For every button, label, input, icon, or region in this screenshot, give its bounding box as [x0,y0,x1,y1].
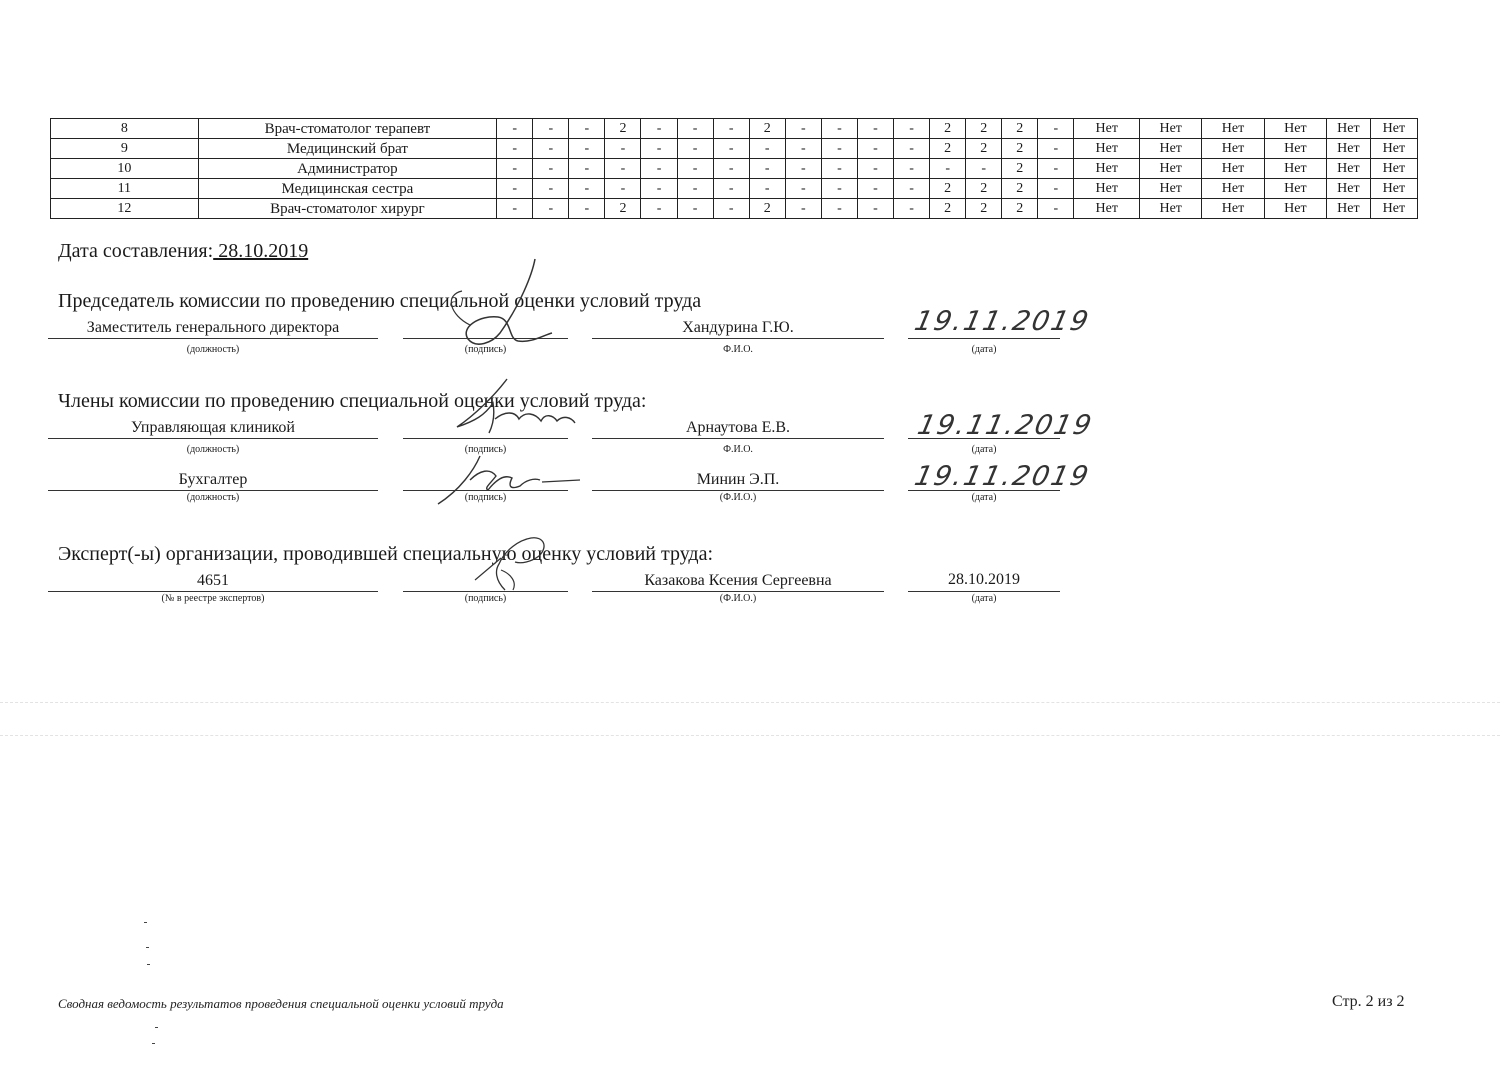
caption-signature: (подпись) [464,344,507,355]
table-cell: Нет [1264,119,1326,139]
chairman-name: Хандурина Г.Ю. [682,319,794,336]
table-cell: 2 [930,179,966,199]
row-number-cell: 10 [51,159,199,179]
expert-name: Казакова Ксения Сергеевна [644,572,832,589]
table-cell: Нет [1264,159,1326,179]
expert-signature [465,530,555,595]
table-cell: - [1038,159,1074,179]
table-cell: Нет [1327,199,1371,219]
table-cell: - [821,119,857,139]
scan-artifact [0,702,1500,703]
table-cell: 2 [1002,159,1038,179]
caption-date: (дата) [971,593,997,604]
table-cell: - [677,159,713,179]
row-number-cell: 9 [51,139,199,159]
compile-date [58,240,308,263]
chairman-heading: Председатель комиссии по проведению специальной оценки условий труда [58,290,702,312]
table-cell: - [1038,119,1074,139]
chairman-signature [440,255,560,355]
member-position: Бухгалтер [178,471,248,488]
table-cell: - [677,139,713,159]
table-cell: 2 [1002,179,1038,199]
table-cell: Нет [1370,199,1417,219]
caption-date: (дата) [971,344,997,355]
table-cell: - [930,159,966,179]
table-cell: - [857,159,893,179]
table-cell: Нет [1264,199,1326,219]
table-cell: - [857,179,893,199]
table-cell: 2 [749,119,785,139]
table-cell: - [605,179,641,199]
caption-signature: (подпись) [464,444,507,455]
table-cell: - [713,159,749,179]
caption-name: (Ф.И.О.) [719,492,757,503]
table-cell: 2 [930,139,966,159]
table-cell: 2 [966,179,1002,199]
table-cell: - [894,139,930,159]
table-cell: Нет [1202,139,1264,159]
member-name: Арнаутова Е.В. [685,419,791,436]
table-cell: 2 [930,199,966,219]
members-heading: Члены комиссии по проведению специальной оценки условий труда: [58,390,647,412]
footer-document-title: Сводная ведомость результатов проведения специальной оценки условий труда [58,996,504,1011]
table-cell: - [894,179,930,199]
table-cell: - [533,139,569,159]
table-cell: - [569,159,605,179]
table-cell: Нет [1264,179,1326,199]
scan-speck [147,964,150,965]
table-cell: Нет [1074,119,1140,139]
table-cell: - [894,159,930,179]
compile-date-label: Дата составления: [58,240,214,262]
table-cell: Нет [1370,159,1417,179]
scan-speck [146,947,149,948]
table-cell: - [713,179,749,199]
table-cell: Нет [1202,179,1264,199]
table-cell: - [966,159,1002,179]
table-row [51,139,1418,159]
table-cell: - [641,179,677,199]
caption-date: (дата) [971,444,997,455]
table-cell: Нет [1264,139,1326,159]
field-underline [592,338,884,339]
member-signature [445,375,595,455]
table-cell: 2 [930,119,966,139]
table-cell: - [785,119,821,139]
table-row [51,179,1418,199]
table-cell: - [497,139,533,159]
table-cell: - [749,159,785,179]
table-cell: - [857,139,893,159]
table-cell: Нет [1327,159,1371,179]
table-cell: Нет [1140,119,1202,139]
footer-page-number: Стр. 2 из 2 [1332,993,1405,1010]
expert-registry-number: 4651 [197,572,229,589]
job-title-cell: Медицинская сестра [198,179,497,199]
field-underline [908,591,1060,592]
table-row [51,199,1418,219]
table-cell: - [785,179,821,199]
caption-signature: (подпись) [464,593,507,604]
table-cell: - [821,139,857,159]
table-cell: - [641,139,677,159]
table-cell: - [641,119,677,139]
table-cell: - [857,119,893,139]
compile-date-value: 28.10.2019 [213,240,309,262]
table-cell: - [605,139,641,159]
table-cell: - [569,179,605,199]
table-cell: Нет [1370,119,1417,139]
table-cell: - [713,119,749,139]
table-cell: - [569,139,605,159]
table-cell: Нет [1140,199,1202,219]
table-cell: - [857,199,893,219]
expert-date: 28.10.2019 [948,571,1020,588]
table-cell: - [497,159,533,179]
table-cell: - [821,179,857,199]
table-cell: - [605,159,641,179]
table-row [51,159,1418,179]
table-cell: - [677,179,713,199]
table-cell: - [533,199,569,219]
table-cell: Нет [1202,199,1264,219]
table-cell: Нет [1074,159,1140,179]
table-cell: - [533,179,569,199]
caption-signature: (подпись) [464,492,507,503]
table-cell: - [785,139,821,159]
table-cell: 2 [1002,199,1038,219]
table-cell: Нет [1327,139,1371,159]
member-signature [430,450,590,510]
table-cell: Нет [1074,199,1140,219]
table-cell: Нет [1074,179,1140,199]
table-cell: - [677,199,713,219]
field-underline [592,438,884,439]
field-underline [908,490,1060,491]
scan-speck [155,1027,158,1028]
expert-heading: Эксперт(-ы) организации, проводившей специальную оценку условий труда: [58,543,714,565]
table-cell: - [749,139,785,159]
caption-date: (дата) [971,492,997,503]
caption-name: (Ф.И.О.) [719,593,757,604]
table-cell: - [677,119,713,139]
table-cell: Нет [1370,139,1417,159]
results-table [50,118,1418,219]
caption-position: (должность) [186,492,240,503]
member-date: 19.11.2019 [914,410,1096,441]
field-underline [48,591,378,592]
table-cell: - [785,159,821,179]
table-cell: - [569,199,605,219]
caption-registry: (№ в реестре экспертов) [161,593,265,604]
table-cell: 2 [1002,139,1038,159]
table-cell: Нет [1327,119,1371,139]
member-date: 19.11.2019 [911,461,1093,492]
table-cell: 2 [1002,119,1038,139]
table-row [51,119,1418,139]
member-name: Минин Э.П. [696,471,780,488]
field-underline [48,338,378,339]
table-cell: 2 [966,139,1002,159]
table-cell: - [641,159,677,179]
field-underline [908,438,1060,439]
table-cell: - [894,119,930,139]
table-cell: - [821,159,857,179]
table-cell: - [533,159,569,179]
table-cell: - [821,199,857,219]
row-number-cell: 11 [51,179,199,199]
table-cell: - [1038,199,1074,219]
scan-speck [144,922,147,923]
job-title-cell: Администратор [198,159,497,179]
caption-position: (должность) [186,444,240,455]
chairman-position: Заместитель генерального директора [86,319,340,336]
job-title-cell: Врач-стоматолог терапевт [198,119,497,139]
scan-speck [152,1043,155,1044]
member-position: Управляющая клиникой [131,419,295,436]
table-cell: 2 [966,119,1002,139]
row-number-cell: 8 [51,119,199,139]
table-cell: Нет [1140,139,1202,159]
table-cell: 2 [749,199,785,219]
table-cell: - [641,199,677,219]
table-cell: Нет [1140,159,1202,179]
table-cell: - [1038,139,1074,159]
table-cell: Нет [1074,139,1140,159]
table-cell: - [894,199,930,219]
table-cell: - [1038,179,1074,199]
table-cell: Нет [1370,179,1417,199]
table-cell: - [713,199,749,219]
field-underline [48,438,378,439]
table-cell: - [533,119,569,139]
row-number-cell: 12 [51,199,199,219]
table-cell: - [749,179,785,199]
table-cell: - [497,179,533,199]
chairman-date: 19.11.2019 [911,306,1093,337]
table-cell: - [497,199,533,219]
table-cell: - [569,119,605,139]
caption-name: Ф.И.О. [723,444,753,455]
table-cell: Нет [1202,119,1264,139]
caption-name: Ф.И.О. [723,344,753,355]
table-cell: Нет [1202,159,1264,179]
table-cell: - [785,199,821,219]
table-cell: 2 [605,199,641,219]
field-underline [592,591,884,592]
table-cell: - [713,139,749,159]
table-cell: 2 [966,199,1002,219]
field-underline [592,490,884,491]
field-underline [48,490,378,491]
table-cell: - [497,119,533,139]
table-cell: Нет [1327,179,1371,199]
job-title-cell: Врач-стоматолог хирург [198,199,497,219]
scan-artifact [0,735,1500,736]
table-cell: 2 [605,119,641,139]
job-title-cell: Медицинский брат [198,139,497,159]
field-underline [908,338,1060,339]
table-cell: Нет [1140,179,1202,199]
caption-position: (должность) [186,344,240,355]
